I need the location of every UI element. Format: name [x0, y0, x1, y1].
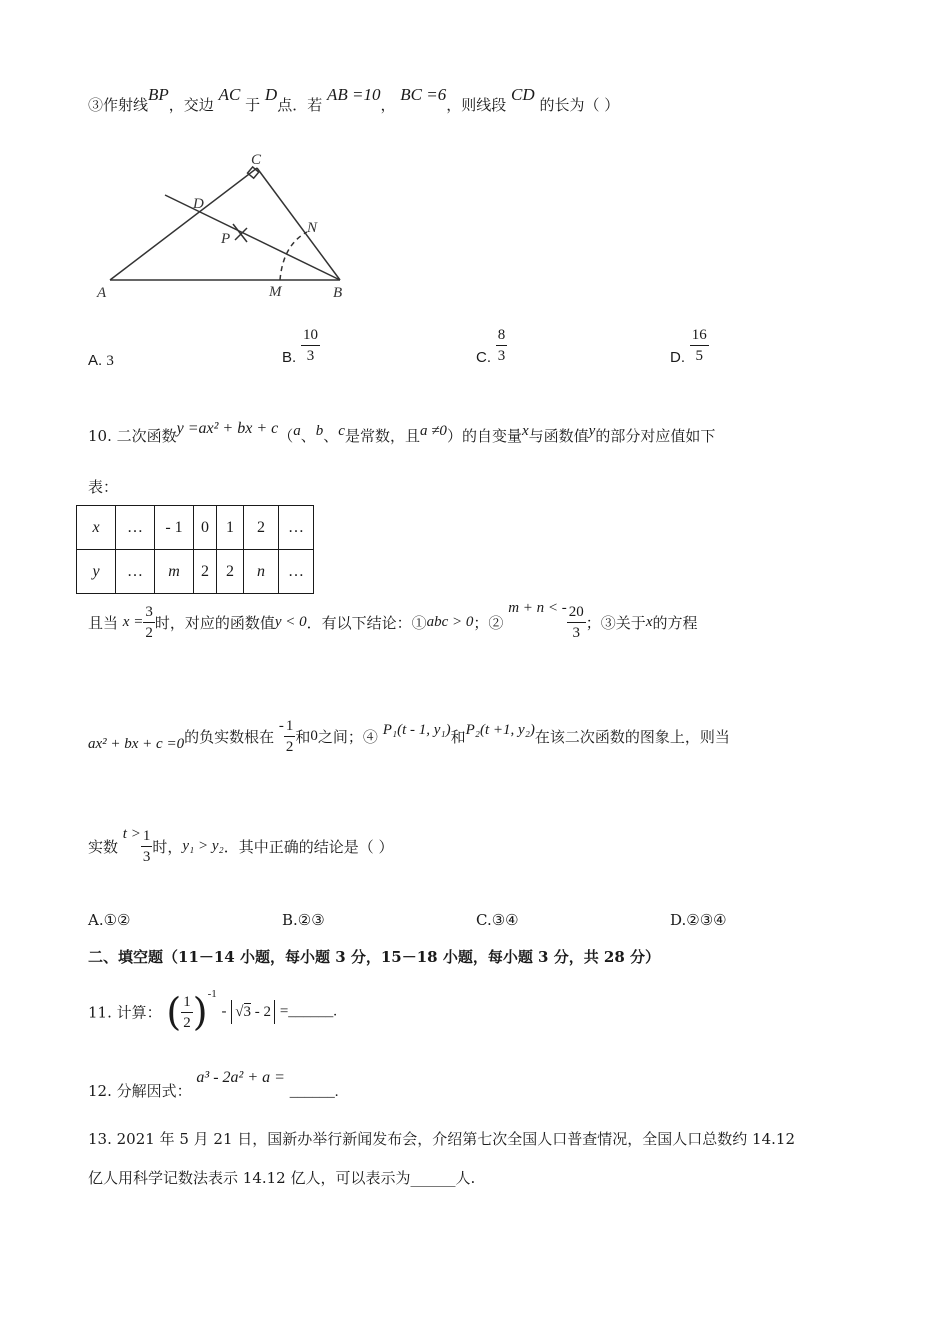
option-b-fraction: $\frac{10}{3}$: [302, 327, 318, 364]
option-c-fraction: $\frac{8}{3}$: [497, 327, 506, 364]
q10-equation-line: ax² + bx + c =0的负实数根在 - $\frac{1}{2}$ 和0之间；④ P₁(t - 1, y₁)和P₂(t +1, y₂)在该二次函数的图象上，则当: [88, 718, 730, 755]
absolute-value: √3 - 2: [231, 1000, 275, 1024]
quadratic-func: y =ax² + bx + c: [176, 420, 279, 437]
q13-line1: 13. 2021 年 5 月 21 日，国新办举行新闻发布会，介绍第七次全国人口普查情况，全国人口总数约 14.12: [88, 1130, 795, 1148]
bc-expr: BC =6: [400, 85, 447, 104]
left-paren: (: [166, 990, 182, 1034]
q10-condition-line: 且当 x = $\frac{3}{2}$ 时，对应的函数值y < 0．有以下结论：①abc > 0；② m + n < - $\frac{20}{3}$ ；③关于x的方程: [88, 600, 698, 641]
q13-line2: 亿人用科学记数法表示 14.12 亿人，可以表示为______人.: [88, 1169, 476, 1187]
label-m: M: [269, 284, 282, 300]
q9-option-d[interactable]: D. $\frac{16}{5}$: [670, 327, 707, 366]
q10-option-d[interactable]: D.②③④: [670, 911, 727, 929]
factor-expr: a³ - 2a² + a =: [196, 1069, 285, 1086]
triangle-figure: [95, 150, 365, 305]
point-d: D: [264, 85, 278, 104]
right-paren: ): [192, 990, 208, 1034]
half-fraction: $\frac{1}{2}$: [183, 993, 191, 1031]
label-a: A: [97, 285, 107, 301]
table-row-x: x … - 1 0 1 2 …: [77, 506, 314, 550]
q10-t-line: 实数 t > $\frac{1}{3}$ 时，y₁ > y₂．其中正确的结论是（ ）: [88, 826, 394, 865]
label-d: D: [193, 196, 204, 212]
segment-cd: CD: [511, 85, 535, 104]
equation: ax² + bx + c =0: [88, 736, 185, 752]
q10-option-b[interactable]: B.②③: [282, 911, 325, 929]
q9-option-c[interactable]: C. $\frac{8}{3}$: [476, 327, 506, 366]
twenty-thirds: $\frac{20}{3}$: [568, 604, 584, 641]
label-c: C: [251, 152, 262, 168]
three-halves: $\frac{3}{2}$: [145, 604, 153, 641]
q10-option-a[interactable]: A.①②: [88, 911, 131, 929]
value-table: [76, 505, 314, 594]
point-p2: P₂(t +1, y₂): [465, 722, 535, 738]
ab-expr: AB =10: [326, 85, 381, 104]
label-n: N: [307, 220, 318, 236]
q11-line: 11. 计算： ( $\frac{1}{2}$ )$^{-1}$ - √3 - 2 =______.: [88, 988, 338, 1034]
q10-intro: 10. 二次函数y =ax² + bx + c（a、b、c是常数，且a ≠0）的自变量x与函数值y的部分对应值如下: [88, 420, 716, 445]
label-b: B: [333, 285, 343, 301]
segment-bc: [257, 168, 340, 280]
segment-ac: [110, 168, 257, 280]
ray-bp: BP: [148, 85, 169, 104]
label-p: P: [221, 231, 231, 247]
one-third: $\frac{1}{3}$: [142, 828, 151, 865]
q9-option-b[interactable]: B. $\frac{10}{3}$: [282, 327, 318, 366]
q9-option-a[interactable]: A. 3: [88, 352, 114, 369]
section-heading: 二、填空题（11－14 小题，每小题 3 分，15－18 小题，每小题 3 分，共 28 分）: [88, 948, 661, 966]
point-p1: P₁(t - 1, y₁): [382, 722, 451, 738]
one-half: $\frac{1}{2}$: [285, 718, 294, 755]
ray-bp-line: [165, 195, 340, 280]
compass-arc: [280, 232, 307, 280]
side-ac: AC: [218, 85, 241, 104]
q10-option-c[interactable]: C.③④: [476, 911, 519, 929]
q10-intro-line2: 表：: [88, 478, 119, 496]
table-row-y: y … m 2 2 n …: [77, 550, 314, 594]
option-d-fraction: $\frac{16}{5}$: [691, 327, 707, 364]
q9-step3-line: ③作射线BP，交边 AC 于 D点．若 AB =10， BC =6，则线段 CD 的长为（ ）: [88, 85, 620, 114]
q12-line: 12. 分解因式： a³ - 2a² + a = ______.: [88, 1069, 339, 1100]
